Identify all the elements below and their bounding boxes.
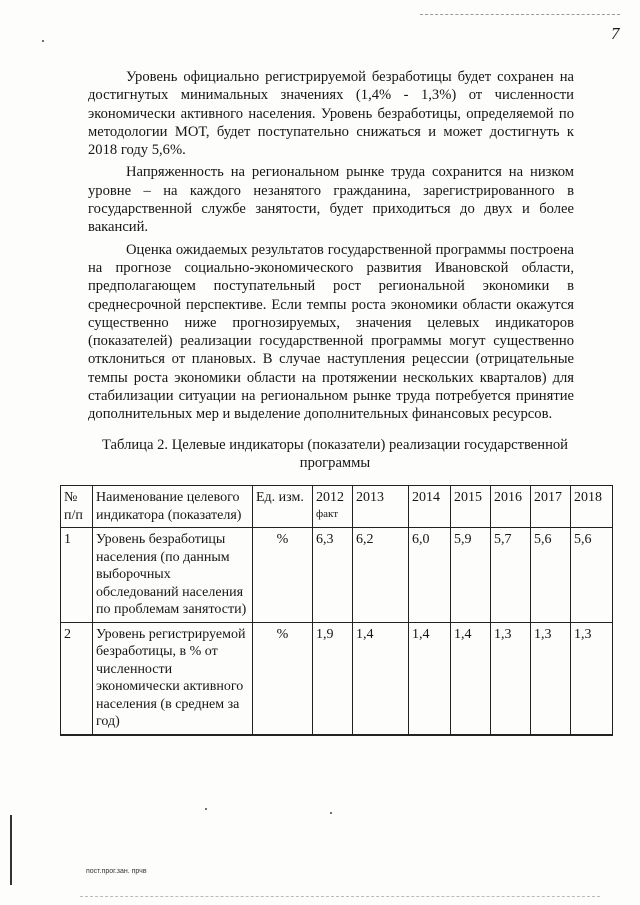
top-edge-line xyxy=(420,14,620,15)
scan-speck xyxy=(42,40,44,42)
row-value-2017: 1,3 xyxy=(531,622,571,735)
header-unit: Ед. изм. xyxy=(253,486,313,528)
table-row xyxy=(61,528,613,623)
row-value-2018: 5,6 xyxy=(571,528,613,623)
paragraph-1: Уровень официально регистрируемой безработицы будет сохранен на достигнутых минимальных значениях (1,4% - 1,3%) от численности экономически активного населения. Уровень безработицы, определяемой по методологии МОТ, будет поступательно снижаться и может достигнуть к 2018 году 5,6%. xyxy=(88,69,574,159)
page-number: 7 xyxy=(611,24,620,43)
row-unit: % xyxy=(253,528,313,623)
row-value-2012: 1,9 xyxy=(313,622,353,735)
row-num: 1 xyxy=(61,528,93,623)
table-caption: Таблица 2. Целевые индикаторы (показатели) реализации государственной программы xyxy=(102,437,568,471)
header-2015: 2015 xyxy=(451,486,491,528)
row-value-2013: 1,4 xyxy=(353,622,409,735)
row-value-2018: 1,3 xyxy=(571,622,613,735)
header-name: Наименование целевого индикатора (показателя) xyxy=(93,486,253,528)
table-row xyxy=(61,622,613,735)
scan-speck xyxy=(205,808,207,810)
bottom-edge-line xyxy=(80,896,600,897)
row-value-2014: 1,4 xyxy=(409,622,451,735)
header-2016: 2016 xyxy=(491,486,531,528)
margin-scan-mark xyxy=(10,815,12,885)
row-value-2015: 1,4 xyxy=(451,622,491,735)
footer-file-code: пост.прог.зан. прчв xyxy=(86,868,147,875)
row-value-2017: 5,6 xyxy=(531,528,571,623)
header-2012 xyxy=(313,486,353,528)
header-2014: 2014 xyxy=(409,486,451,528)
header-num: № п/п xyxy=(61,486,93,528)
header-2018: 2018 xyxy=(571,486,613,528)
row-num: 2 xyxy=(61,622,93,735)
header-2012-year: 2012 xyxy=(316,490,344,505)
row-value-2016: 1,3 xyxy=(491,622,531,735)
body-text xyxy=(88,68,574,428)
row-unit: % xyxy=(253,622,313,735)
paragraph-2: Напряженность на региональном рынке труда сохранится на низком уровне – на каждого незанятого гражданина, зарегистрированного в государственной службе занятости, будет приходиться до двух и более вакансий. xyxy=(88,164,574,236)
paragraph-3: Оценка ожидаемых результатов государственной программы построена на прогнозе социально-экономического развития Ивановской области, предполагающем поступательный рост региональной экономики в среднесрочной перспективе. Если темпы роста экономики области окажутся существенно ниже прогнозируемых, значения целевых индикаторов (показателей) реализации государственной программы могут существенно отклониться от плановых. В случае наступления рецессии (отрицательные темпы роста экономики области на протяжении нескольких кварталов) для стабилизации ситуации на региональном рынке труда потребуется принятие дополнительных мер и выделение дополнительных финансовых ресурсов. xyxy=(88,241,574,423)
row-value-2016: 5,7 xyxy=(491,528,531,623)
indicators-table xyxy=(60,485,613,736)
row-value-2014: 6,0 xyxy=(409,528,451,623)
header-2017: 2017 xyxy=(531,486,571,528)
row-value-2013: 6,2 xyxy=(353,528,409,623)
row-name: Уровень регистрируемой безработицы, в % от численности экономически активного населения (в среднем за год) xyxy=(93,622,253,735)
header-2013: 2013 xyxy=(353,486,409,528)
table-header-row xyxy=(61,486,613,528)
row-value-2012: 6,3 xyxy=(313,528,353,623)
row-value-2015: 5,9 xyxy=(451,528,491,623)
header-2012-note: факт xyxy=(316,507,339,520)
row-name: Уровень безработицы населения (по данным выборочных обследований населения по проблемам занятости) xyxy=(93,528,253,623)
scan-speck xyxy=(330,812,332,814)
